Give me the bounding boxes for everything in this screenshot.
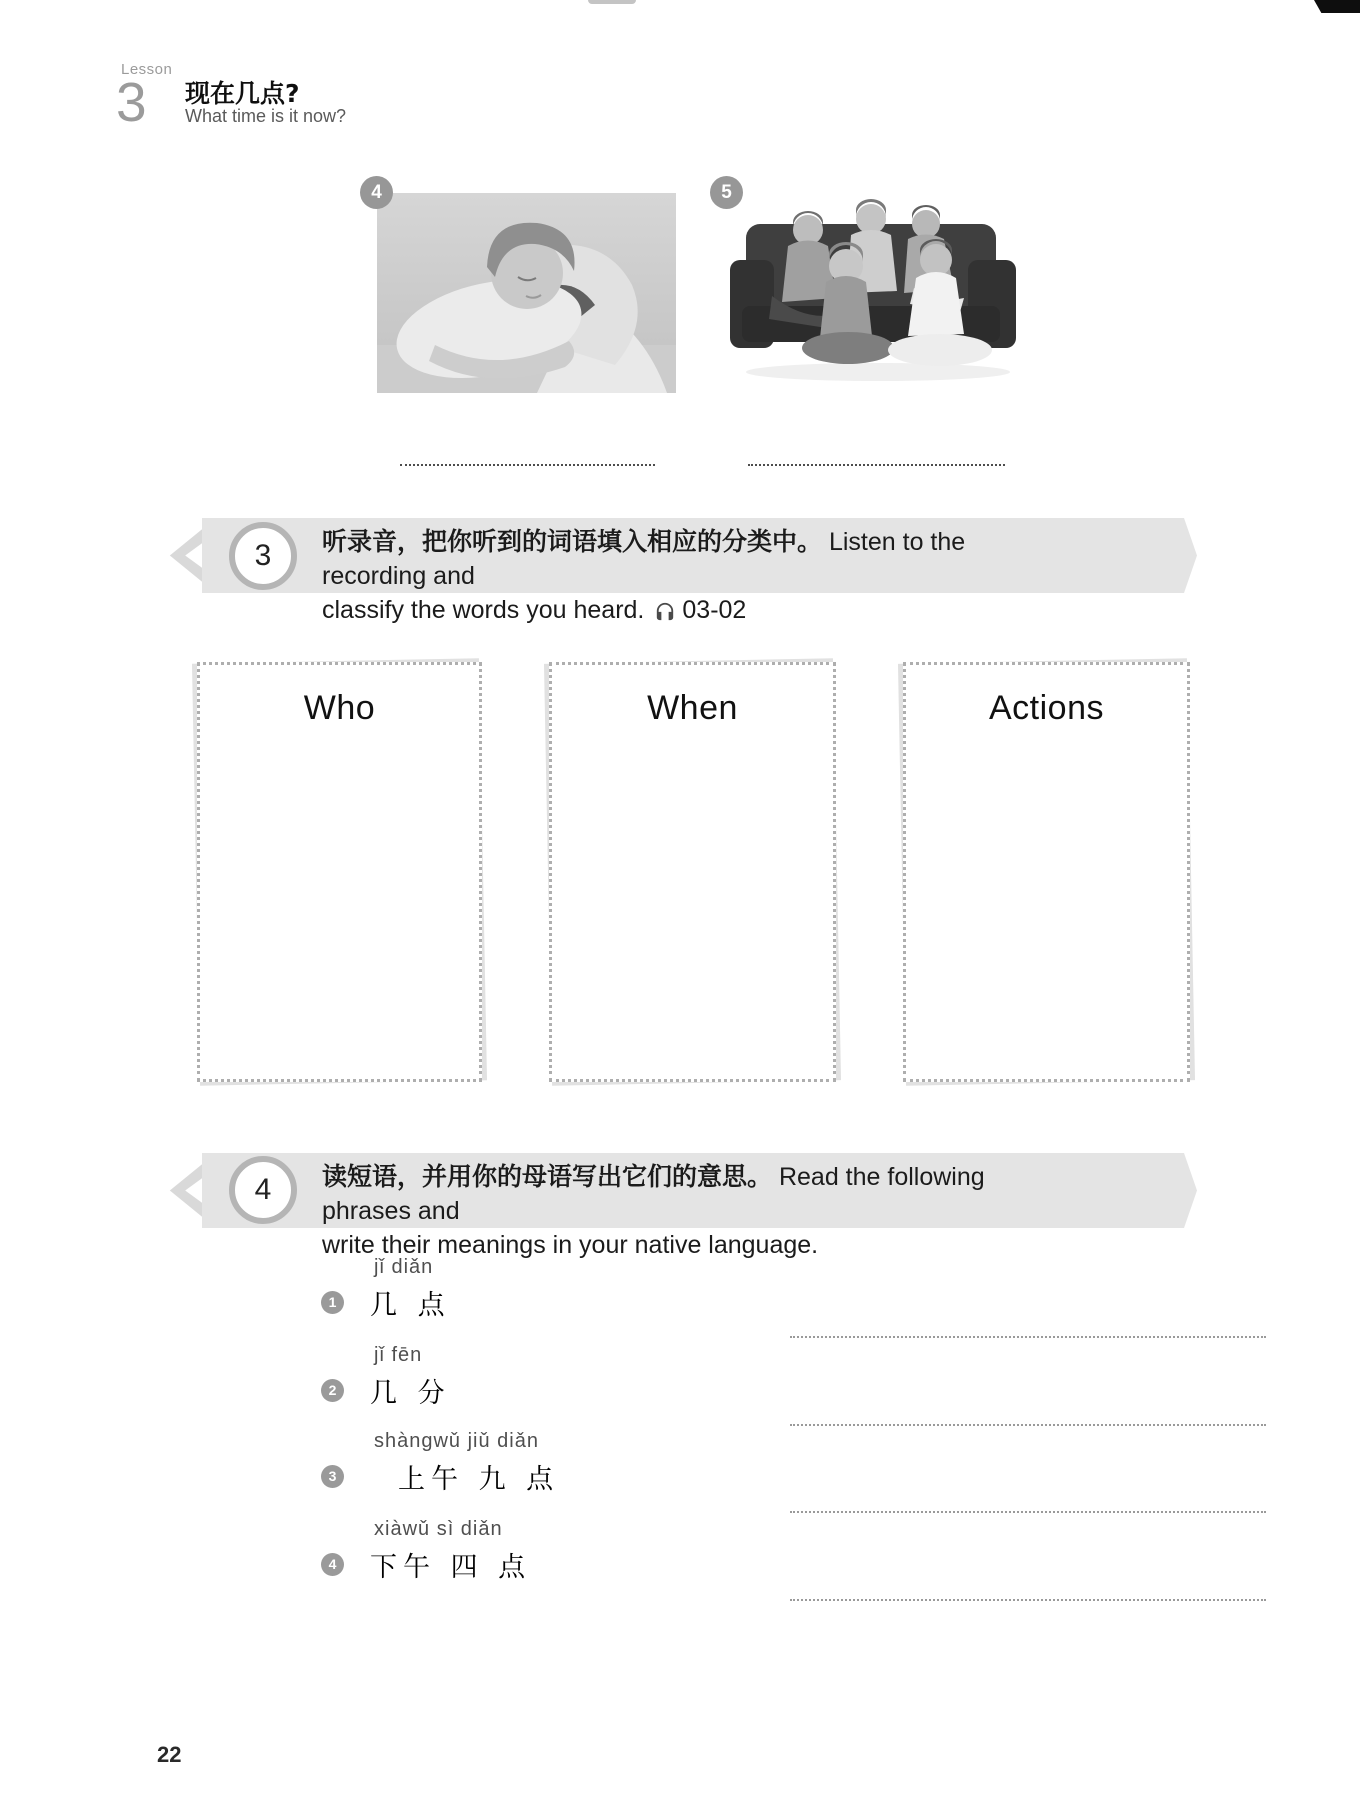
phrase-number-badge: 3 — [321, 1465, 344, 1488]
classify-box-when — [549, 662, 836, 1082]
phrase-answer-line — [790, 1424, 1266, 1426]
phrase-answer-line — [790, 1511, 1266, 1513]
photo-number-badge: 5 — [710, 176, 743, 209]
photo-answer-line — [400, 464, 655, 466]
lesson-title-english: What time is it now? — [185, 106, 347, 126]
phrase-answer-line — [790, 1336, 1266, 1338]
phrase-row — [310, 1430, 770, 1496]
phrase-row — [310, 1344, 770, 1410]
classify-box-actions — [903, 662, 1190, 1082]
classify-box-who — [197, 662, 482, 1082]
scan-smudge — [588, 0, 636, 4]
exercise4-instruction — [322, 1160, 1022, 1262]
classify-box-label: Who — [303, 689, 376, 727]
phrase-number-badge: 2 — [321, 1379, 344, 1402]
phrase-number-badge: 1 — [321, 1291, 344, 1314]
headphones-icon — [654, 596, 676, 630]
exercise4-instruction-en2: write their meanings in your native language. — [322, 1231, 819, 1259]
exercise3-instruction-en2: classify the words you heard. — [322, 596, 645, 624]
exercise4-number-badge: 4 — [229, 1156, 297, 1224]
phrase-hanzi: 下午 四 点 — [370, 1552, 532, 1583]
phrase-row — [310, 1518, 770, 1584]
phrase-pinyin: jǐ fēn — [374, 1344, 423, 1366]
classify-box-label: When — [647, 689, 738, 727]
phrase-pinyin: shàngwǔ jiǔ diǎn — [374, 1430, 539, 1452]
phrase-number-badge: 4 — [321, 1553, 344, 1576]
page-corner-mark — [1314, 0, 1360, 13]
photo-number-badge: 4 — [360, 176, 393, 209]
photo-friends-on-sofa — [728, 166, 1020, 390]
lesson-label: Lesson — [121, 61, 173, 78]
exercise3-instruction — [322, 525, 1022, 630]
phrase-row — [310, 1256, 770, 1322]
phrase-pinyin: xiàwǔ sì diǎn — [374, 1518, 503, 1540]
phrase-hanzi: 几 分 — [370, 1378, 451, 1409]
phrase-answer-line — [790, 1599, 1266, 1601]
exercise4-instruction-zh: 读短语，并用你的母语写出它们的意思。 — [322, 1162, 773, 1191]
audio-track-code: 03-02 — [682, 596, 747, 624]
classify-box-label: Actions — [989, 689, 1104, 727]
exercise4-instruction-en1: Read the following phrases and — [322, 1163, 985, 1225]
exercise3-instruction-en1: Listen to the recording and — [322, 528, 966, 590]
photo-answer-line — [748, 464, 1005, 466]
exercise3-instruction-zh: 听录音，把你听到的词语填入相应的分类中。 — [322, 527, 823, 556]
phrase-pinyin: jǐ diǎn — [374, 1256, 434, 1278]
phrase-hanzi: 上午 九 点 — [398, 1464, 560, 1495]
page-number: 22 — [157, 1742, 182, 1767]
exercise3-number-badge: 3 — [229, 522, 297, 590]
photo-sleeping-woman — [377, 193, 676, 393]
lesson-title-chinese: 现在几点? — [185, 79, 300, 108]
phrase-hanzi: 几 点 — [370, 1290, 451, 1321]
lesson-number: 3 — [116, 71, 147, 133]
